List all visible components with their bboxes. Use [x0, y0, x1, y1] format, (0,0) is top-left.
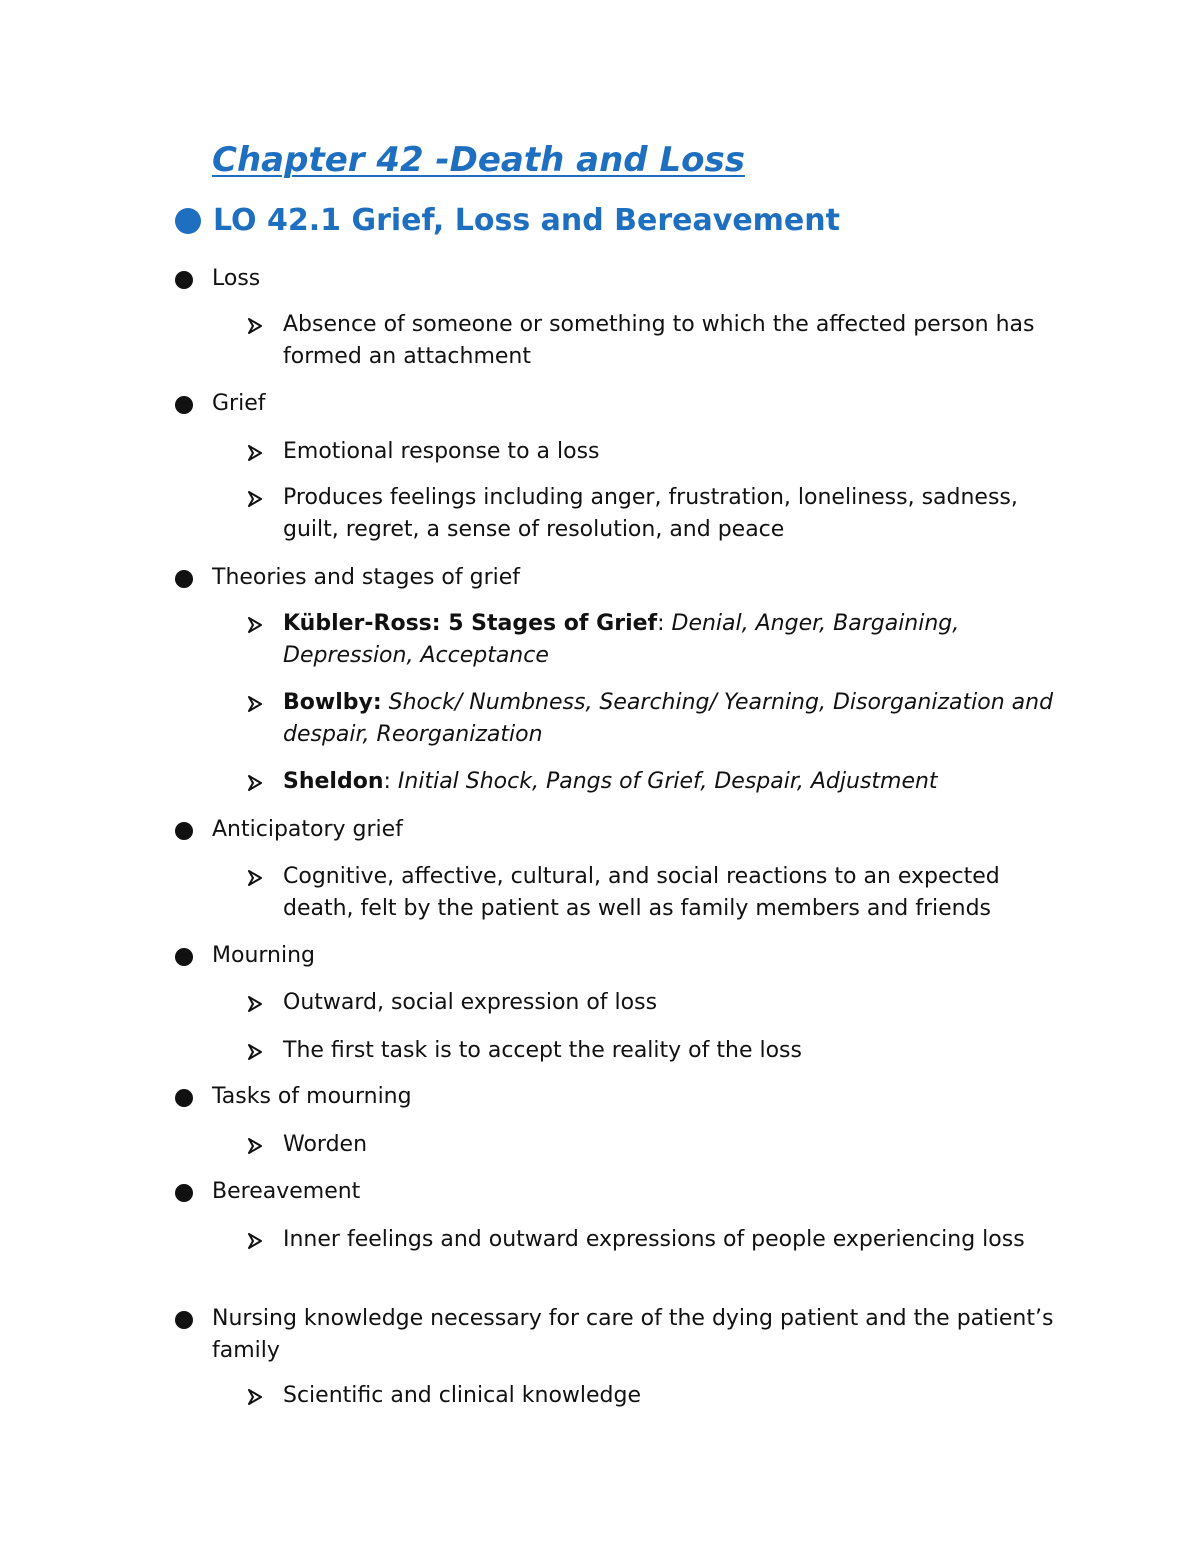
bullet-icon: [175, 271, 193, 289]
list-item-label: Tasks of mourning: [212, 1084, 412, 1109]
bullet-icon: [175, 948, 193, 966]
arrow-bullet-icon: [247, 695, 283, 717]
list-item-label: Grief: [212, 391, 266, 416]
chapter-title: Chapter 42 -Death and Loss: [212, 140, 745, 180]
arrow-bullet-icon: [247, 444, 283, 466]
separator: :: [383, 769, 398, 794]
sub-item: [247, 438, 1057, 468]
list-item-theories: [175, 564, 1055, 594]
list-item-label: Loss: [212, 266, 261, 291]
heading-bullet-icon: [175, 208, 201, 234]
list-item-tasks-of-mourning: [175, 1083, 1055, 1113]
theorist-name: Kübler-Ross: 5 Stages of Grief: [283, 611, 658, 636]
sub-item-text: Inner feelings and outward expressions of people experiencing loss: [283, 1227, 1025, 1252]
sub-item: [247, 1382, 1057, 1412]
sub-item-text: The first task is to accept the reality of the loss: [283, 1038, 802, 1063]
list-item-label: Anticipatory grief: [212, 817, 403, 842]
sub-item: [247, 1226, 1057, 1256]
arrow-bullet-icon: [247, 490, 283, 512]
sub-item-text: Outward, social expression of loss: [283, 990, 658, 1015]
sub-item-text: Cognitive, affective, cultural, and social reactions to an expected death, felt by the patient as well as family members and friends: [283, 864, 1000, 921]
bullet-icon: [175, 396, 193, 414]
bullet-icon: [175, 570, 193, 588]
sub-item-sheldon: [247, 768, 1057, 798]
separator: :: [657, 611, 672, 636]
bullet-icon: [175, 1311, 193, 1329]
sub-item-kubler-ross: [247, 610, 1057, 672]
arrow-bullet-icon: [247, 1388, 283, 1410]
arrow-bullet-icon: [247, 1043, 283, 1065]
sub-item-text: Emotional response to a loss: [283, 439, 600, 464]
stages-text: Initial Shock, Pangs of Grief, Despair, Adjustment: [397, 769, 938, 794]
stages-text: Denial, Anger, Bargaining, Depression, Acceptance: [283, 611, 960, 668]
bullet-icon: [175, 822, 193, 840]
sub-item: [247, 484, 1057, 546]
list-item-grief: [175, 390, 1055, 420]
section-heading-text: LO 42.1 Grief, Loss and Bereavement: [213, 203, 840, 238]
stages-text: Shock/ Numbness, Searching/ Yearning, Disorganization and despair, Reorganization: [283, 690, 1054, 747]
sub-item: [247, 1037, 1057, 1067]
arrow-bullet-icon: [247, 774, 283, 796]
bullet-icon: [175, 1089, 193, 1107]
list-item-mourning: [175, 942, 1055, 972]
list-item-anticipatory-grief: [175, 816, 1055, 846]
sub-item-text: Produces feelings including anger, frustration, loneliness, sadness, guilt, regret, a sense of resolution, and peace: [283, 485, 1018, 542]
theorist-name: Sheldon: [283, 769, 384, 794]
list-item-nursing-knowledge: [175, 1305, 1055, 1367]
bullet-icon: [175, 1184, 193, 1202]
list-item-loss: [175, 265, 1055, 295]
theorist-name: Bowlby:: [283, 690, 382, 715]
arrow-bullet-icon: [247, 869, 283, 891]
sub-item-text: Scientific and clinical knowledge: [283, 1383, 642, 1408]
arrow-bullet-icon: [247, 1232, 283, 1254]
sub-item-text: Worden: [283, 1132, 368, 1157]
arrow-bullet-icon: [247, 995, 283, 1017]
arrow-bullet-icon: [247, 317, 283, 339]
sub-item: [247, 311, 1057, 373]
section-heading: [175, 203, 840, 238]
list-item-bereavement: [175, 1178, 1055, 1208]
list-item-label: Mourning: [212, 943, 316, 968]
list-item-label: Nursing knowledge necessary for care of the dying patient and the patient’s family: [212, 1306, 1054, 1363]
arrow-bullet-icon: [247, 616, 283, 638]
sub-item-text: [283, 608, 1057, 672]
sub-item: [247, 989, 1057, 1019]
list-item-label: Bereavement: [212, 1179, 361, 1204]
sub-item: [247, 863, 1057, 925]
list-item-label: Theories and stages of grief: [212, 565, 521, 590]
sub-item-text: [283, 687, 1057, 751]
arrow-bullet-icon: [247, 1137, 283, 1159]
sub-item-text: [283, 766, 938, 798]
sub-item: [247, 1131, 1057, 1161]
sub-item-text: Absence of someone or something to which the affected person has formed an attachment: [283, 312, 1035, 369]
sub-item-bowlby: [247, 689, 1057, 751]
